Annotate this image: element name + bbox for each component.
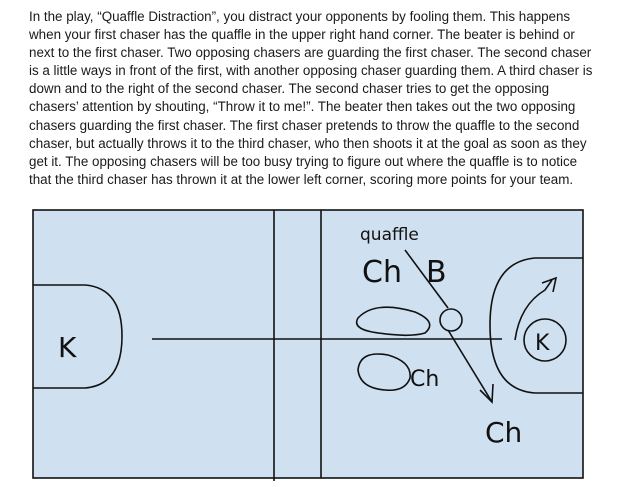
beater-label: B	[426, 255, 447, 290]
right-keeper-label: K	[535, 331, 550, 356]
chaser-top-label: Ch	[362, 255, 402, 290]
chaser-middle-label: Ch	[410, 367, 440, 392]
play-description: In the play, “Quaffle Distraction”, you distract your opponents by fooling them. This happens when your first chaser has the quaffle in the upper right hand corner. The beater is behind or next to the first chaser. Two opposing chasers are guarding the first chaser. The second chaser is a little ways in front of the first, with another opposing chaser guarding them. A third chaser is down and to the right of the second chaser. The second chaser tries to get the opposing chasers’ attention by shouting, “Throw it to me!”. The beater then takes out the two opposing chasers guarding the first chaser. The first chaser pretends to throw the quaffle to the second chaser, but actually throws it to the third chaser, who then shoots it at the goal as soon as they get it. The opposing chasers will be too busy trying to figure out where the quaffle is to notice that the third chaser has thrown it at the lower left corner, scoring more points for your team.	[29, 9, 593, 187]
quaffle-label: quaffle	[360, 225, 419, 245]
left-keeper-label: K	[58, 331, 77, 364]
chaser-bottom-label: Ch	[485, 416, 523, 449]
